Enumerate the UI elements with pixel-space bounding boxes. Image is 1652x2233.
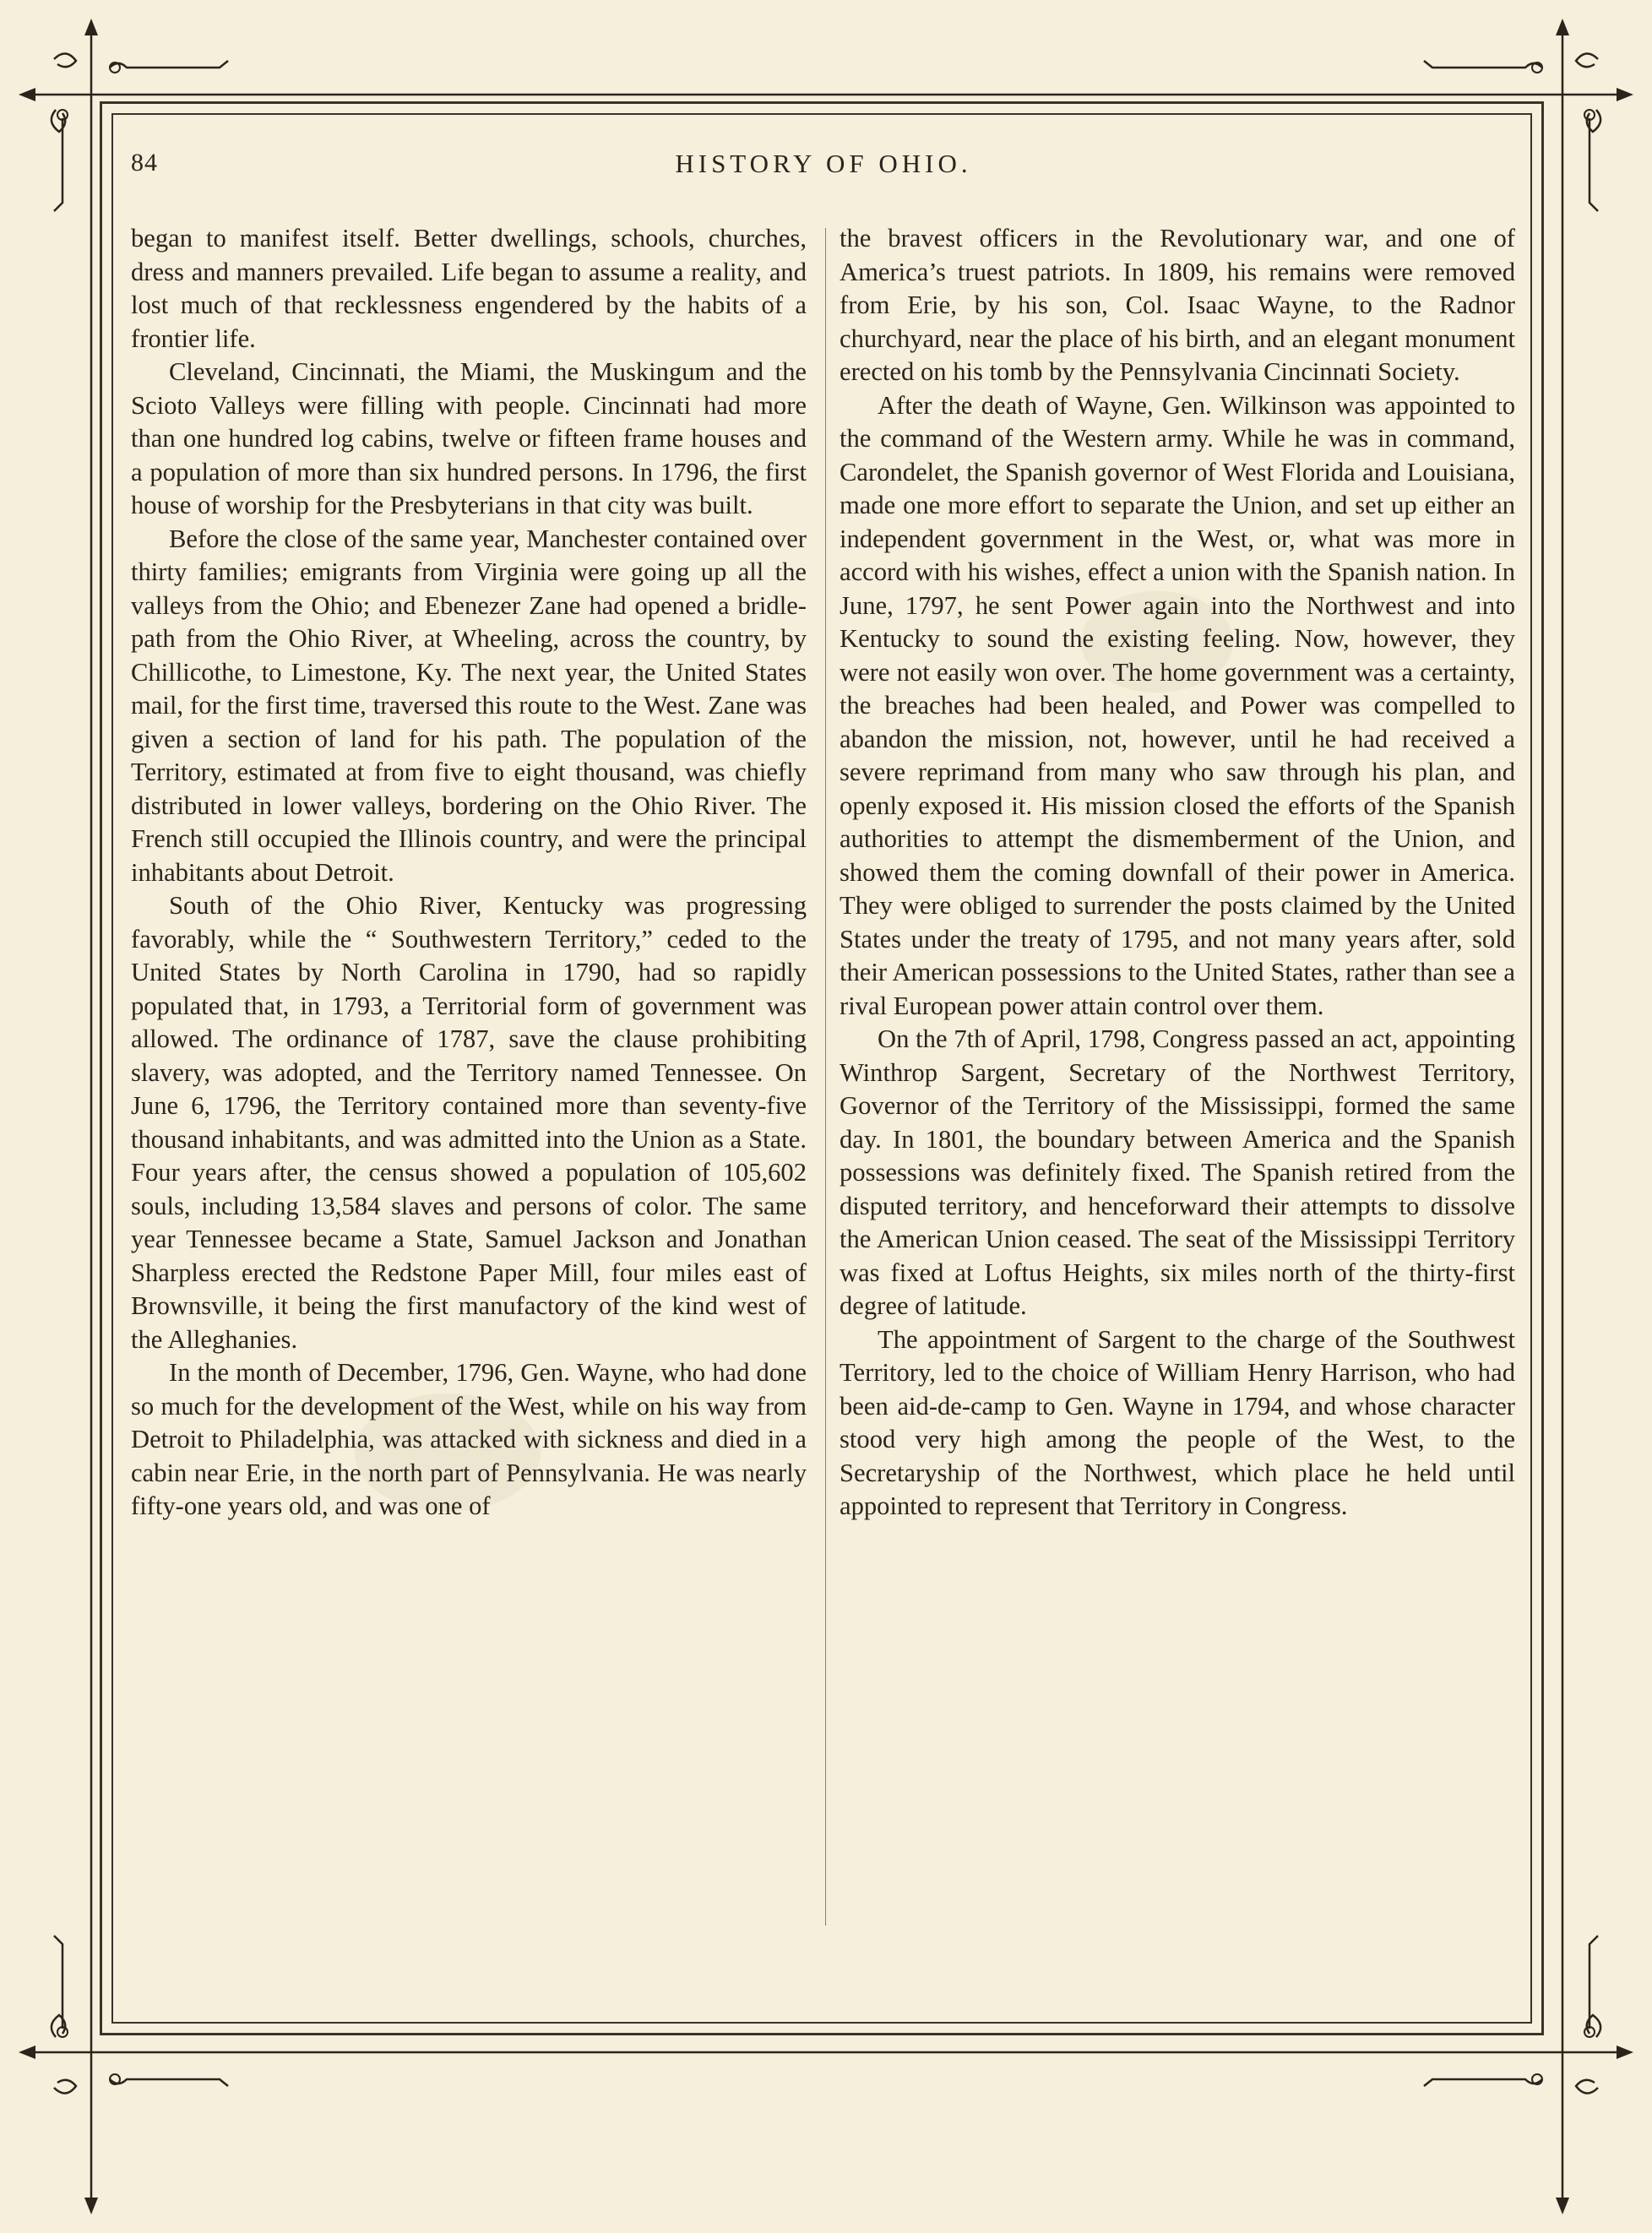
paragraph: In the month of December, 1796, Gen. Wayne, who had done so much for the development of the West, while on his way from Detroit to Philadelphia, was attacked with sickness and died in a cabin near Erie, in the north part of Pennsylvania. He was nearly fifty-one years old, and was one of: [131, 1358, 807, 1520]
right-column: [840, 222, 1515, 1524]
paragraph: Before the close of the same year, Manchester contained over thirty families; emigrants from Virginia were going up all the valleys from the Ohio; and Ebenezer Zane had opened a bridle-path from the Ohio River, at Wheeling, across the country, by Chillicothe, to Limestone, Ky. The next year, the United States mail, for the first time, traversed this route to the West. Zane was given a section of land for his path. The population of the Territory, estimated at from five to eight thousand, was chiefly distributed in lower valleys, bordering on the Ohio River. The French still occupied the Illinois country, and were the principal inhabitants about Detroit.: [131, 524, 807, 887]
paragraph: the bravest officers in the Revolutionary war, and one of America’s truest patriots. In 1809, his remains were removed from Erie, by his son, Col. Isaac Wayne, to the Radnor churchyard, near the place of his birth, and an elegant monument erected on his tomb by the Pennsylvania Cincinnati Society.: [840, 224, 1515, 386]
page-header: [131, 149, 1516, 189]
paragraph: After the death of Wayne, Gen. Wilkinson was appointed to the command of the Western army. While he was in command, Carondelet, the Spanish governor of West Florida and Louisiana, made one more effort to separate the Union, and set up either an independent government in the West, or, what was more in accord with his wishes, effect a union with the Spanish nation. In June, 1797, he sent Power again into the Northwest and into Kentucky to sound the existing feeling. Now, however, they were not easily won over. The home government was a certainty, the breaches had been healed, and Power was compelled to abandon the mission, not, however, until he had received a severe reprimand from many who saw through his plan, and openly exposed it. His mission closed the efforts of the Spanish authorities to attempt the dismemberment of the Union, and showed them the coming downfall of their power in America. They were obliged to surrender the posts claimed by the United States under the treaty of 1795, and not many years after, sold their American possessions to the United States, rather than see a rival European power attain control over them.: [840, 390, 1515, 1020]
paragraph: began to manifest itself. Better dwellings, schools, churches, dress and manners prevailed. Life began to assume a reality, and lost much of that recklessness engendered by the habits of a frontier life.: [131, 224, 807, 353]
paragraph: Cleveland, Cincinnati, the Miami, the Muskingum and the Scioto Valleys were filling with people. Cincinnati had more than one hundred log cabins, twelve or fifteen frame houses and a population of more than six hundred persons. In 1796, the first house of worship for the Presbyterians in that city was built.: [131, 357, 807, 519]
paragraph: South of the Ohio River, Kentucky was progressing favorably, while the “ Southwestern Territory,” ceded to the United States by North Carolina in 1790, had so rapidly populated that, in 1793, a Territorial form of government was allowed. The ordinance of 1787, save the clause prohibiting slavery, was adopted, and the Territory named Tennessee. On June 6, 1796, the Territory contained more than seventy-five thousand inhabitants, and was admitted into the Union as a State. Four years after, the census showed a population of 105,602 souls, including 13,584 slaves and persons of color. The same year Tennessee became a State, Samuel Jackson and Jonathan Sharpless erected the Redstone Paper Mill, four miles east of Brownsville, it being the first manufactory of the kind west of the Alleghanies.: [131, 891, 807, 1354]
column-divider: [825, 228, 826, 1926]
paragraph: The appointment of Sargent to the charge of the Southwest Territory, led to the choice of William Henry Harrison, who had been aid-de-camp to Gen. Wayne in 1794, and whose character stood very high among the people of the West, to the Secretaryship of the Northwest, which place he held until appointed to represent that Territory in Congress.: [840, 1324, 1515, 1520]
paragraph: On the 7th of April, 1798, Congress passed an act, appointing Winthrop Sargent, Secretary of the Northwest Territory, Governor of the Territory of the Mississippi, formed the same day. In 1801, the boundary between America and the Spanish possessions was definitely fixed. The Spanish retired from the disputed territory, and henceforward their attempts to dissolve the American Union ceased. The seat of the Mississippi Territory was fixed at Loftus Heights, six miles north of the thirty-first degree of latitude.: [840, 1024, 1515, 1320]
page-number: 84: [131, 149, 158, 177]
left-column: [131, 222, 807, 1524]
running-title: HISTORY OF OHIO.: [675, 149, 972, 178]
